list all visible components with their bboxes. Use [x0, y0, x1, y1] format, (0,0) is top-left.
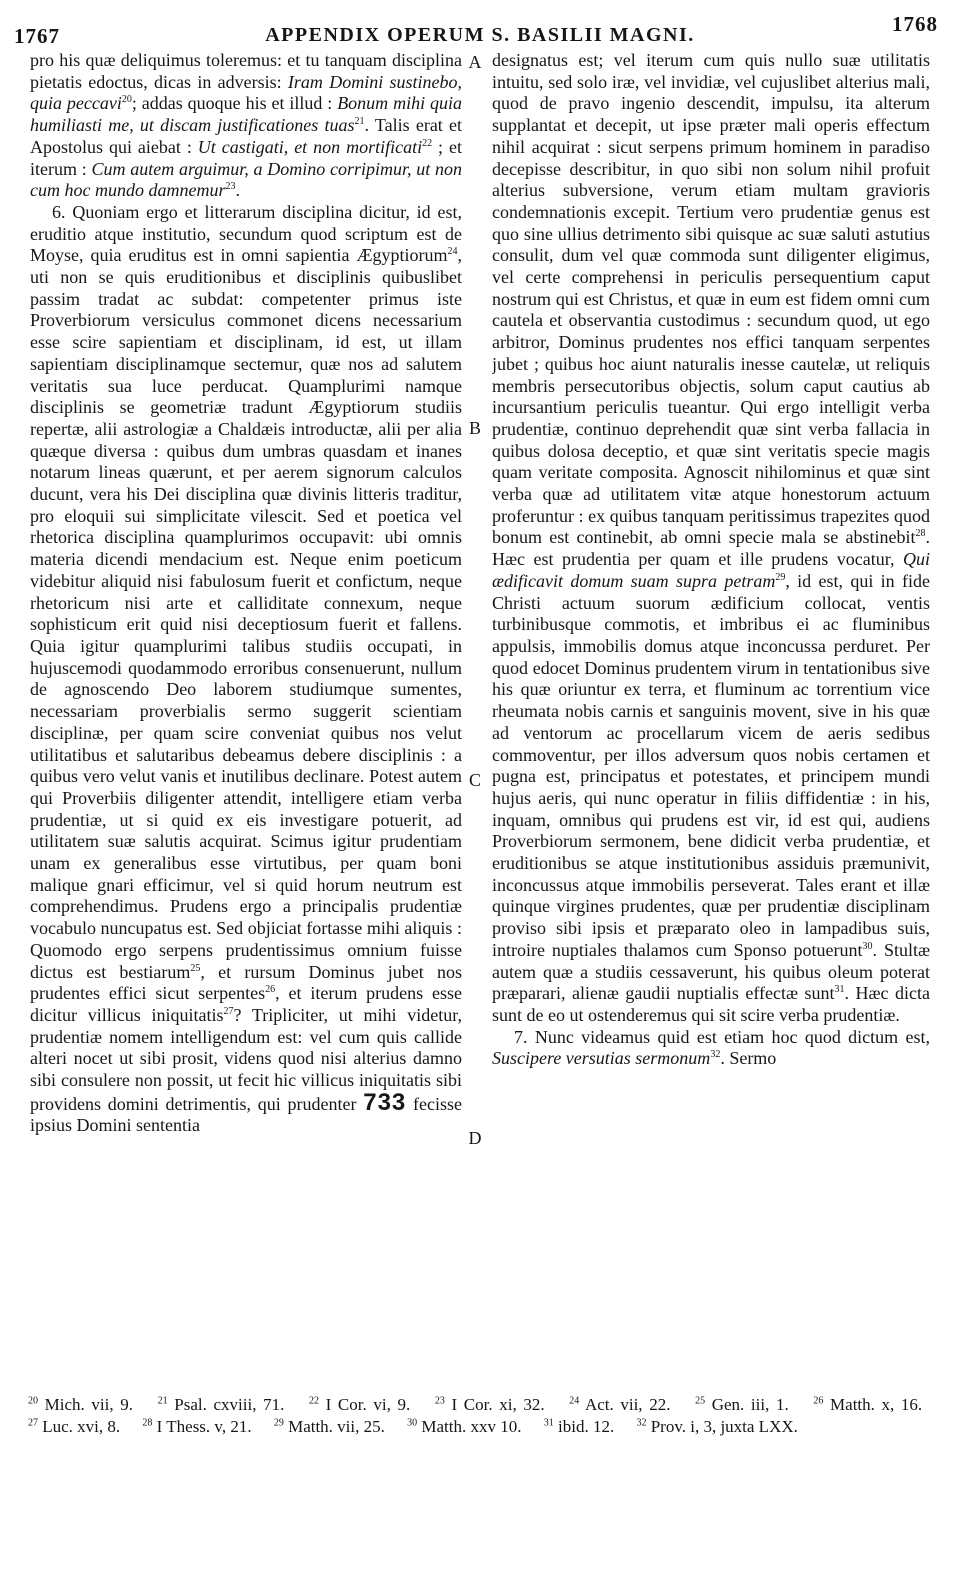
footnote-ref: 29 — [775, 571, 786, 583]
page-header — [0, 10, 960, 50]
editor-page-number: 733 — [363, 1088, 407, 1116]
text-run: , id est, qui in fide Christi actuum suorum ædificium collocat, ventis turbinibusque commotis, et imbribus ei ac fluminibus appulsis, immobilis domus atque inconcussa perduret. Per quod edocet Dominus prudentem virum in tentationibus sive his quæ oriuntur ex terra, et fluminum ac torrentium vice rheumata nobis carnis et sanguinis movent, sive in his quæ ad ventorum ac procellarum vicem de aeris sedibus commoventur, per illos adversum quos nobis certamen et pugna est, principatus et potestates, et principem mundi hujus aeris, qui nunc operatur in filiis diffidentiæ : in his, inquam, omnibus qui prudens est vir, id est qui, audiens Proverbiorum sermonem, bene didicit verba prudentiæ, et eruditionibus se atque institutionibus assiduis præmunivit, inconcussus atque immobilis perseverat. Tales erant et illæ quinque virgines prudentes, quæ per prudentiæ disciplinam proviso sibi ipsis et præparato oleo in lampadibus suis, introire nuptiales thalamos cum Sponso potuerunt — [492, 570, 930, 960]
footnote — [28, 1417, 120, 1436]
text-run: , et iterum prudens esse dicitur villicus iniquitatis — [30, 983, 462, 1025]
footnote — [569, 1395, 670, 1414]
left-paragraph-2 — [30, 202, 462, 1137]
text-run: . Stultæ autem quæ a studiis cessaverunt, his quibus oleum poterat præparari, alienæ gaudii nuptialis effectæ sunt — [492, 939, 930, 1004]
footnote-ref: 31 — [834, 984, 845, 996]
footnote-text: I Cor. xi, 32. — [451, 1395, 545, 1414]
footnote-number: 25 — [695, 1395, 706, 1407]
footnote-number: 24 — [569, 1395, 580, 1407]
footnote-text: Psal. cxviii, 71. — [174, 1395, 285, 1414]
footnote — [274, 1417, 385, 1436]
footnote-ref: 26 — [265, 984, 276, 996]
footnote-ref: 24 — [447, 246, 458, 258]
text-run: . — [235, 180, 240, 201]
scripture-quote: Bonum mihi quia humiliasti me, ut discam justificationes tuas — [30, 93, 462, 136]
footnote — [407, 1417, 521, 1436]
footnote — [544, 1417, 614, 1436]
footnote-text: Mich. vii, 9. — [44, 1395, 133, 1414]
footnote-ref: 27 — [223, 1005, 234, 1017]
footnote-ref: 20 — [121, 94, 132, 106]
scripture-quote: Cum autem arguimur, a Domino corripimur, ut non cum hoc mundo damnemur — [30, 158, 462, 201]
margin-letter-a: A — [468, 52, 482, 72]
scripture-quote: Ut castigati, et non mortificati — [197, 136, 423, 157]
footnote-ref: 25 — [190, 962, 201, 974]
text-run: , et rursum Dominus jubet nos prudentes effici sicut serpentes — [30, 961, 462, 1004]
margin-letter-b: B — [468, 418, 481, 438]
footnote — [158, 1395, 285, 1414]
footnote-number: 20 — [28, 1395, 38, 1407]
margin-letter-d: D — [468, 1128, 482, 1148]
left-column — [30, 50, 462, 1390]
running-title: APPENDIX OPERUM S. BASILII MAGNI. — [265, 24, 695, 46]
footnote-ref: 32 — [710, 1049, 721, 1061]
footnote-text: Matth. xxv 10. — [421, 1417, 522, 1436]
footnote-number: 31 — [543, 1417, 554, 1429]
footnote-number: 29 — [273, 1417, 284, 1429]
scripture-quote: Iram Domini sustinebo, quia peccavi — [30, 71, 462, 114]
left-paragraph-1 — [30, 50, 462, 202]
footnote — [813, 1395, 922, 1414]
footnote-text: Prov. i, 3, juxta LXX. — [650, 1417, 798, 1436]
footnote-ref: 21 — [354, 116, 365, 128]
footnote-ref: 30 — [862, 940, 873, 952]
footnote-number: 21 — [157, 1395, 168, 1407]
footnote-number: 32 — [636, 1417, 647, 1429]
footnote-text: Matth. x, 16. — [830, 1395, 923, 1414]
footnote-ref: 22 — [422, 137, 433, 149]
footnote-text: Luc. xvi, 8. — [42, 1417, 121, 1436]
text-run: 7. Nunc videamus quid est etiam hoc quod dictum est, — [514, 1026, 930, 1047]
right-paragraph-1 — [492, 50, 930, 1027]
footnote — [435, 1395, 545, 1414]
text-run: . Hæc dicta sunt de eo ut ostenderemus qui sit scire verba prudentiæ. — [492, 983, 930, 1025]
footnote-text: Matth. vii, 25. — [288, 1417, 385, 1436]
right-paragraph-2 — [492, 1027, 930, 1070]
footnote-number: 22 — [308, 1395, 319, 1407]
footnote-text: I Thess. v, 21. — [156, 1417, 252, 1436]
footnote-text: Gen. iii, 1. — [711, 1395, 789, 1414]
right-column-number: 1768 — [892, 12, 938, 36]
text-run: . Sermo — [720, 1048, 777, 1069]
footnote — [636, 1417, 797, 1436]
text-run: 6. Quoniam ergo et litterarum disciplina dicitur, id est, eruditio atque institutio, secundum quod scriptum est de Moyse, quia eruditus est in omni sapientia Ægyptiorum — [30, 201, 462, 266]
text-run: ; et iterum : — [30, 136, 462, 179]
text-run: pro his quæ deliquimus toleremus: et tu tanquam disciplina pietatis edoctus, dicas in adversis: — [30, 50, 462, 92]
left-column-number: 1767 — [14, 24, 60, 48]
footnote-number: 30 — [407, 1417, 418, 1429]
footnote — [695, 1395, 789, 1414]
footnote — [309, 1395, 410, 1414]
scripture-quote: Suscipere versutias sermonum — [492, 1048, 711, 1069]
footnote-ref: 23 — [225, 181, 236, 193]
footnote-number: 27 — [28, 1417, 38, 1429]
text-run: fecisse ipsius Domini sententia — [30, 1093, 462, 1136]
text-run: ; addas quoque his et illud : — [131, 93, 338, 114]
text-run: . Talis erat et Apostolus qui aiebat : — [30, 115, 462, 157]
footnote-number: 26 — [813, 1395, 824, 1407]
footnotes — [28, 1394, 940, 1438]
scripture-quote: Qui ædificavit domum suam supra petram — [492, 549, 930, 591]
text-run: designatus est; vel iterum cum quis nullo suæ utilitatis intuitu, sed solo iræ, vel invidiæ, vel cujuslibet alterius mali, quod de pravo ingenio descendit, impulsu, ita alterum supplantat et decepit, ut ipse præter mali operis effectum nihil acquirat : sicut serpens primum hominem in paradiso decepisse describitur, in quo sibi non solum nihil profuit alterius subversione, verum etiam multam gravioris condemnationis excepit. Tertium vero prudentiæ genus est quo sine ullius detrimento sibi quisque ac suæ saluti astutius consulit, dum vel quæ commoda sunt diligenter eligimus, vel certe comprehensi in periculis persequentium caput nostrum qui est Christus, et quæ in eum est fidem omni cum cautela et observantia custodimus : secundum quod, ut ego arbitror, Dominus prudentes nos effici tanquam serpentes jubet ; quibus hoc aiunt naturalis inesse cautelæ, ut reliquis membris persecutoribus objectis, solum caput cautius ab incursantium periculis tueantur. Qui ergo intelligit verba prudentiæ, continuo deprehendit quæ sint verba fallacia in quibus dolosa deceptio, et quæ sint veritatis specie magis quam veritate composita. Agnoscit nihilominus et quæ sint verba quæ ad utilitatem vitæ atque honestorum actuum proferuntur : ex quibus tanquam peritissimus trapezites quod bonum est continebit, ab omni specie mala se abstinebit — [492, 50, 930, 548]
text-run: , uti non se quis eruditionibus et disciplinis quibuslibet passim tradat ac subdat: competenter primus iste Proverbiorum versiculus commonet dicens necessarium esse scire sapientiam et disciplinam, id est, ut illam sapientiam disciplinamque sectemur, quæ nos ad salutem veritatis sua luce perducat. Quamplurimi namque disciplinis se geometriæ tradunt Ægyptiorum studiis repertæ, alii astrologiæ a Chaldæis introductæ, alii per alia quæque diversa : quibus dum umbras quasdam et inanes notarum lineas quærunt, et per aerem signorum calculos ducunt, vera his Dei disciplina quæ divinis litteris traditur, pro eloquii sui simplicitate vilescit. Sed et poetica vel rhetorica disciplina quamplurimos occupavit: ubi omnis materia dicendi mendacium est. Neque enim poeticum videbitur aliquid nisi fabulosum fuerit et confictum, neque rhetoricum nisi arte et calliditate connexum, neque sophisticum erit quid nisi deceptiosum fuerit et fallens. Quia igitur quamplurimi talibus studiis occupati, in hujuscemodi quodammodo erroribus consenuerunt, nullum de agnoscendo Deo laborem studiumque sumentes, necessariam proverbialis sermo suggerit scientiam disciplinæ, per quam scire conveniat quibus nos velut utilitatibus et salutaribus debeamus debere disciplinis : a quibus vero velut vanis et inutilibus declinare. Potest autem qui Proverbiis diligenter attendit, intelligere etiam verba prudentiæ, ut si quid ex eis investigare potuerit, ad utilitatem suæ salutis acquirat. Scimus igitur prudentiam unam ex generalibus esse virtutibus, per quam boni malique gnari efficimur, vel si quid horum neutrum est comprehendimus. Prudens ergo a principalis prudentiæ vocabulo nuncupatus est. Sed objiciat fortasse mihi aliquis : Quomodo ergo serpens prudentissimus omnium fuisse dictus est bestiarum — [30, 245, 462, 982]
footnote — [142, 1417, 251, 1436]
footnote-text: ibid. 12. — [558, 1417, 615, 1436]
footnote-number: 23 — [434, 1395, 445, 1407]
right-column — [492, 50, 930, 1390]
footnote-number: 28 — [142, 1417, 153, 1429]
text-run: ? Tripliciter, ut mihi videtur, prudentiæ nomem intelligendum est: vel cum quis callide alteri nocet ut sibi prosit, videns quod nisi alterius damno sibi consulere non possit, ut fecit hic villicus iniquitatis sibi providens domini detrimentis, qui prudenter — [30, 1004, 462, 1114]
footnote-ref: 28 — [915, 528, 926, 540]
text-run: . Hæc est prudentia per quam et ille prudens vocatur, — [492, 527, 930, 570]
footnote-text: I Cor. vi, 9. — [325, 1395, 411, 1414]
footnote — [28, 1395, 133, 1414]
margin-letter-c: C — [468, 770, 481, 790]
footnote-text: Act. vii, 22. — [584, 1395, 671, 1414]
